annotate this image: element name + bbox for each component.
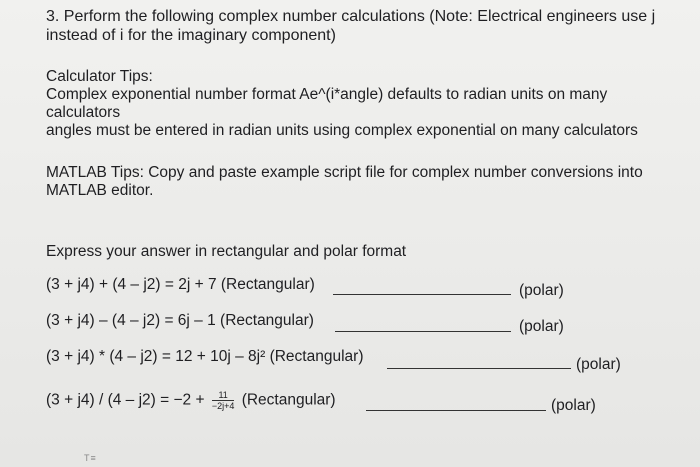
calculator-tips-line-2: calculators: [46, 104, 121, 121]
problem-1-expression: (3 + j4) + (4 – j2) = 2j + 7 (Rectangular): [46, 276, 315, 293]
problem-2-expression: (3 + j4) – (4 – j2) = 6j – 1 (Rectangular): [46, 312, 314, 329]
problem-2: [46, 312, 314, 330]
fraction-denominator: −2j+4: [211, 401, 235, 411]
question-text-line-2: instead of i for the imaginary component): [46, 27, 336, 44]
question-text-line-1: 3. Perform the following complex number calculations (Note: Electrical engineers use j: [46, 8, 656, 25]
matlab-tips-line-1: MATLAB Tips: Copy and paste example script file for complex number conversions into: [46, 164, 643, 181]
problem-3: [46, 348, 363, 366]
problem-4-expression: (3 + j4) / (4 – j2) = −2 +: [46, 391, 205, 409]
instructions: Express your answer in rectangular and polar format: [46, 243, 407, 260]
problem-1-answer-blank[interactable]: [333, 282, 511, 295]
problem-4-fraction: [212, 390, 235, 411]
calculator-tips-heading: Calculator Tips:: [46, 68, 153, 85]
problem-3-expression: (3 + j4) * (4 – j2) = 12 + 10j – 8j² (Rectangular): [46, 348, 364, 365]
problem-4-rectangular-label: (Rectangular): [241, 391, 336, 409]
fraction-numerator: 11: [212, 390, 235, 401]
calculator-tips-line-1: Complex exponential number format Ae^(i*angle) defaults to radian units on many: [46, 86, 608, 103]
problem-3-answer-blank[interactable]: [387, 356, 571, 369]
problem-1: [46, 276, 315, 294]
toolbar-glyph: T≡: [84, 453, 97, 463]
problem-2-polar-label: (polar): [519, 318, 564, 335]
problem-1-polar-label: (polar): [519, 282, 564, 299]
problem-3-polar-label: (polar): [576, 356, 621, 373]
matlab-tips-line-2: MATLAB editor.: [46, 182, 154, 199]
problem-2-answer-blank[interactable]: [335, 319, 511, 332]
problem-4-answer-blank[interactable]: [366, 398, 546, 411]
problem-4: [46, 390, 336, 411]
calculator-tips-line-3: angles must be entered in radian units using complex exponential on many calculators: [46, 122, 638, 139]
problem-4-polar-label: (polar): [551, 397, 596, 414]
